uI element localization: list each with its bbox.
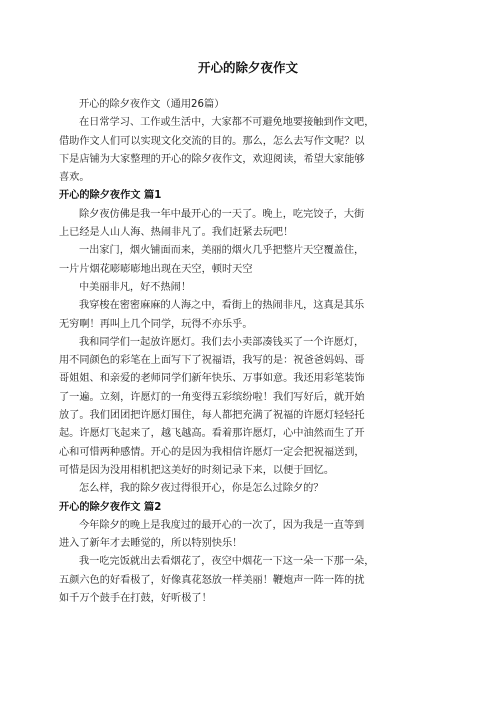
- text-line: 放了。我们团团把许愿灯围住，每人都把充满了祝福的许愿灯轻轻托: [59, 410, 365, 422]
- document-title: 开心的除夕夜作文: [197, 60, 298, 75]
- text-line: 如千万个鼓手在打鼓，好听极了！: [59, 593, 212, 605]
- section-heading: 开心的除夕夜作文 篇2: [59, 501, 162, 513]
- text-line: 喜欢。: [59, 172, 90, 184]
- text-line: 起。许愿灯飞起来了，越飞越高。看着那许愿灯，心中油然而生了开: [59, 428, 365, 440]
- text-line: 心和可惜两种感情。开心的是因为我相信许愿灯一定会把祝福送到，: [59, 446, 365, 458]
- text-line: 一出家门，烟火铺面而来，美丽的烟火几乎把整片天空覆盖住，: [79, 245, 365, 257]
- text-line: 开心的除夕夜作文（通用26篇）: [79, 99, 225, 110]
- text-line: 上已经是人山人海、热闹非凡了。我们赶紧去玩吧！: [59, 227, 294, 239]
- section-heading: 开心的除夕夜作文 篇1: [59, 190, 162, 202]
- text-line: 进入了新年才去睡觉的，所以特别快乐！: [59, 538, 243, 550]
- text-line: 我一吃完饭就出去看烟花了，夜空中烟花一下这一朵一下那一朵，: [79, 556, 375, 568]
- text-line: 无穷啊！再叫上几个同学，玩得不亦乐乎。: [59, 318, 253, 330]
- text-line: 哥姐姐、和亲爱的老师同学们新年快乐、万事如意。我还用彩笔装饰: [59, 373, 365, 385]
- text-line: 一片片烟花嘭嘭嘭地出现在天空，顿时天空: [59, 263, 253, 275]
- text-line: 了一遍。立刻，许愿灯的一角变得五彩缤纷啦！我们写好后，就开始: [59, 391, 365, 403]
- text-line: 在日常学习、工作或生活中，大家都不可避免地要接触到作文吧，: [79, 117, 375, 129]
- text-line: 怎么样，我的除夕夜过得很开心，你是怎么过除夕的？: [79, 483, 324, 495]
- text-line: 我和同学们一起放许愿灯。我们去小卖部凑钱买了一个许愿灯，: [79, 336, 365, 348]
- text-line: 除夕夜仿佛是我一年中最开心的一天了。晚上，吃完饺子，大街: [79, 208, 365, 220]
- text-line: 下是店铺为大家整理的开心的除夕夜作文，欢迎阅读，希望大家能够: [59, 153, 365, 165]
- document-body: [59, 96, 439, 608]
- text-line: 中美丽非凡，好不热闹！: [79, 281, 192, 293]
- text-line: 今年除夕的晚上是我度过的最开心的一次了，因为我是一直等到: [79, 519, 365, 531]
- text-line: 五颜六色的好看极了，好像真花怒放一样美丽！鞭炮声一阵一阵的扰: [59, 574, 365, 586]
- text-line: 可惜是因为没用相机把这美好的时刻记录下来，以便于回忆。: [59, 464, 335, 476]
- text-line: 用不同颜色的彩笔在上面写下了祝福语，我写的是：祝爸爸妈妈、哥: [59, 355, 365, 367]
- text-line: 我穿梭在密密麻麻的人海之中，看街上的热闹非凡，这真是其乐: [79, 300, 365, 312]
- text-line: 借助作文人们可以实现文化交流的目的。那么，怎么去写作文呢？以: [59, 135, 365, 147]
